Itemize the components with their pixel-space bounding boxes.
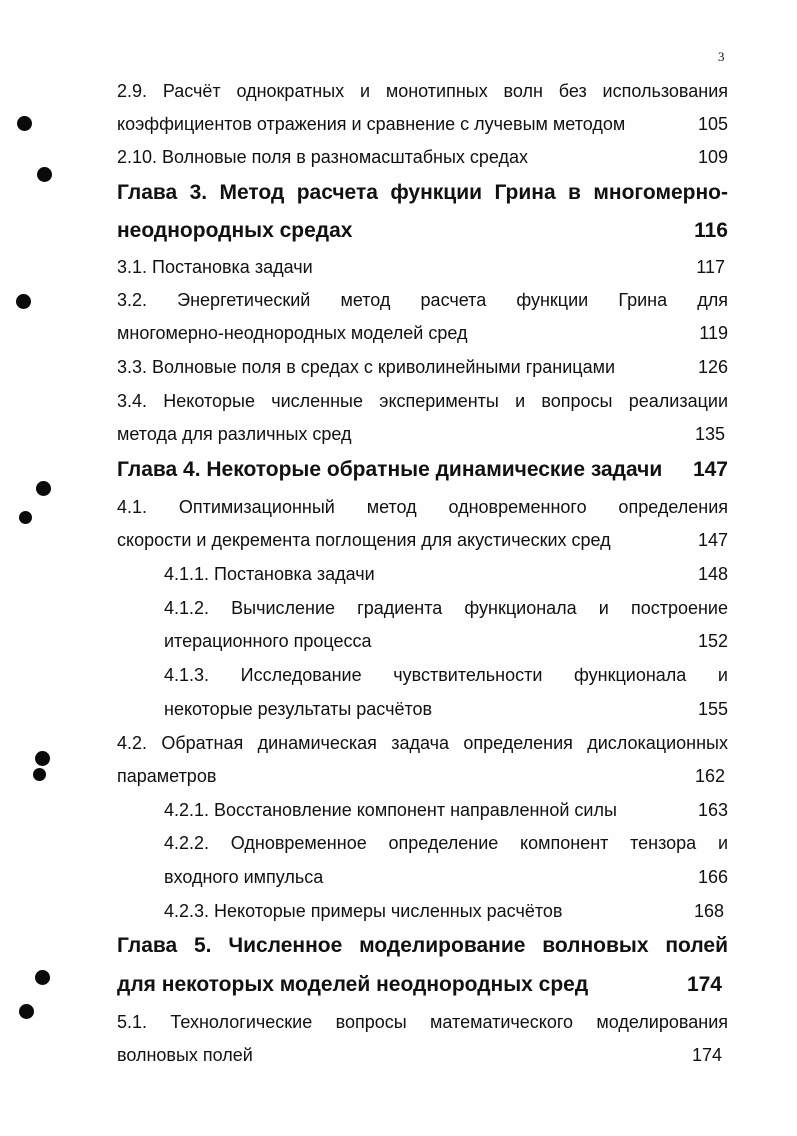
toc-page-number: 147	[697, 530, 728, 550]
chapter-heading-text: для некоторых моделей неоднородных сред	[117, 973, 589, 996]
toc-entry-line: 3.2. Энергетический метод расчета функции Грина для	[117, 290, 728, 310]
toc-entry-text: 4.2.1. Восстановление компонент направленной силы	[164, 800, 617, 820]
toc-page-number: 105	[697, 114, 728, 134]
toc-page-number: 155	[697, 699, 728, 719]
toc-page-number: 174	[691, 1045, 722, 1065]
toc-entry-line: 4.1.2. Вычисление градиента функционала и построение	[164, 598, 728, 618]
toc-page-number: 152	[697, 631, 728, 651]
chapter-heading: Глава 5. Численное моделирование волновых полей	[117, 934, 728, 957]
toc-entry-text: коэффициентов отражения и сравнение с лучевым методом	[117, 114, 626, 134]
punch-hole	[35, 970, 50, 985]
punch-hole	[17, 116, 32, 131]
toc-page-number: 168	[693, 901, 724, 921]
toc-entry-line	[164, 799, 728, 821]
punch-hole	[19, 511, 32, 524]
toc-entry-text: некоторые результаты расчётов	[164, 699, 433, 719]
toc-entry-text: параметров	[117, 766, 217, 786]
punch-hole	[37, 167, 52, 182]
toc-page-number: 116	[694, 219, 728, 242]
punch-hole	[36, 481, 51, 496]
toc-page-number: 109	[697, 147, 728, 167]
table-of-contents-subsections	[164, 0, 728, 1136]
toc-entry-text: волновых полей	[117, 1045, 253, 1065]
toc-entry-line: 2.9. Расчёт однократных и монотипных волн без использования	[117, 81, 728, 101]
toc-entry-text: итерационного процесса	[164, 631, 372, 651]
toc-entry-line: 5.1. Технологические вопросы математического моделирования	[117, 1012, 728, 1032]
toc-entry-line	[164, 900, 728, 922]
chapter-heading: Глава 3. Метод расчета функции Грина в многомерно-	[117, 181, 728, 204]
toc-page-number: 163	[697, 800, 728, 820]
toc-entry-text: входного импульса	[164, 867, 324, 887]
chapter-heading-text: Глава 4. Некоторые обратные динамические задачи	[117, 458, 663, 481]
toc-page-number: 148	[697, 564, 728, 584]
toc-page-number: 126	[697, 357, 728, 377]
toc-entry-line: 4.1. Оптимизационный метод одновременного определения	[117, 497, 728, 517]
toc-entry-text: 3.3. Волновые поля в средах с криволинейными границами	[117, 357, 616, 377]
toc-entry-text: метода для различных сред	[117, 424, 352, 444]
punch-hole	[33, 768, 46, 781]
toc-entry-text: многомерно-неоднородных моделей сред	[117, 323, 468, 343]
punch-hole	[16, 294, 31, 309]
punch-hole	[19, 1004, 34, 1019]
toc-page-number: 119	[699, 323, 728, 343]
toc-entry-line	[164, 866, 728, 888]
toc-entry-line	[164, 630, 728, 652]
chapter-heading-text: неоднородных средах	[117, 219, 353, 242]
toc-page-number: 117	[696, 257, 725, 277]
toc-entry-text: 2.10. Волновые поля в разномасштабных средах	[117, 147, 529, 167]
toc-page-number: 147	[692, 458, 728, 481]
page-number: 3	[718, 49, 725, 64]
toc-page-number: 174	[686, 973, 722, 996]
toc-entry-text: 3.1. Постановка задачи	[117, 257, 313, 277]
toc-page-number: 135	[694, 424, 725, 444]
toc-entry-text: 4.2.3. Некоторые примеры численных расчётов	[164, 901, 563, 921]
toc-entry-line: 3.4. Некоторые численные эксперименты и вопросы реализации	[117, 391, 728, 411]
toc-entry-line: 4.2. Обратная динамическая задача определения дислокационных	[117, 733, 728, 753]
toc-page-number: 162	[694, 766, 725, 786]
toc-entry-line: 4.1.3. Исследование чувствительности функционала и	[164, 665, 728, 685]
toc-entry-line	[164, 698, 728, 720]
punch-hole	[35, 751, 50, 766]
toc-entry-line	[164, 563, 728, 585]
toc-entry-line: 4.2.2. Одновременное определение компонент тензора и	[164, 833, 728, 853]
toc-page-number: 166	[697, 867, 728, 887]
toc-entry-text: скорости и декремента поглощения для акустических сред	[117, 530, 611, 550]
toc-entry-text: 4.1.1. Постановка задачи	[164, 564, 375, 584]
